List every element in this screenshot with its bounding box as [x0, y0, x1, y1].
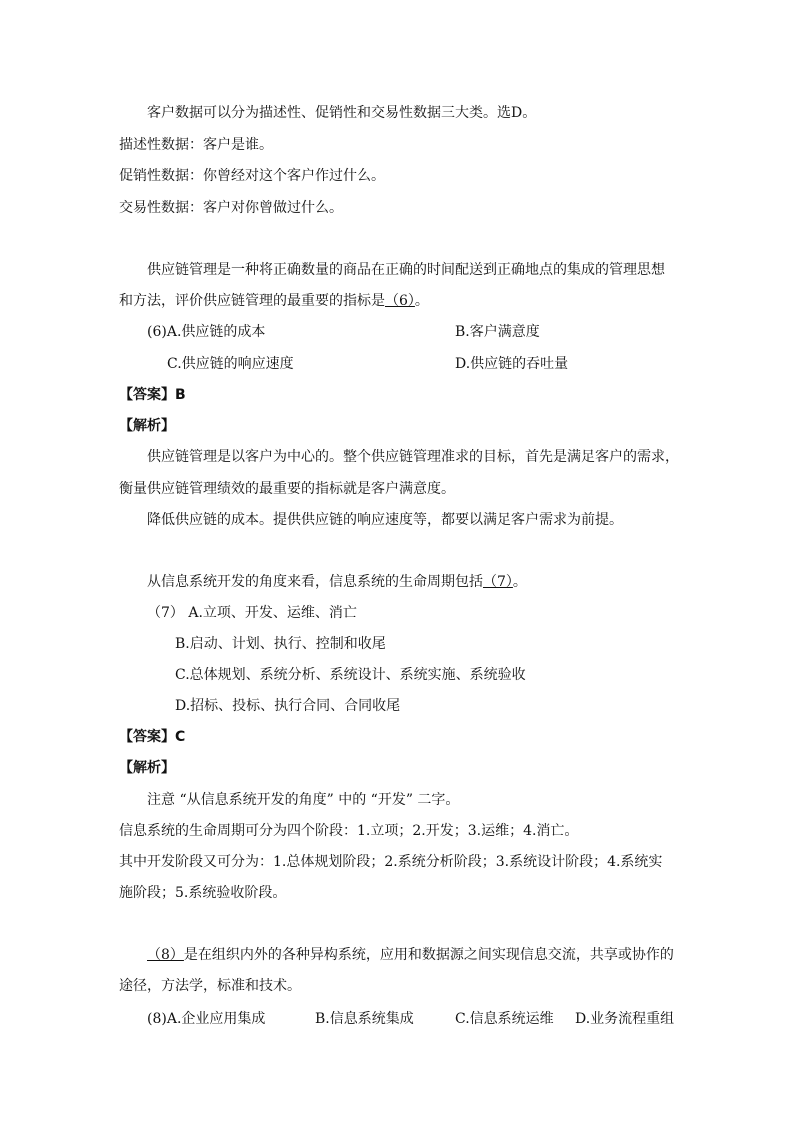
q7-analysis-line: 其中开发阶段又可分为：1.总体规划阶段；2.系统分析阶段；3.系统设计阶段；4.系统实: [119, 854, 663, 870]
q7-option-d: D.招标、投标、执行合同、合同收尾: [175, 698, 401, 714]
q6-analysis-label: 【解析】: [119, 418, 175, 434]
q6-option-d: D.供应链的吞吐量: [455, 356, 569, 372]
answer-label: 【答案】: [119, 387, 175, 403]
q7-stem-end: 。: [512, 574, 527, 590]
q8-option-c: C.信息系统运维: [455, 1011, 554, 1027]
q6-analysis-line: 供应链管理是以客户为中心的。整个供应链管理准求的目标，首先是满足客户的需求，: [147, 449, 679, 465]
q6-stem-text: 和方法，评价供应链管理的最重要的指标是: [119, 293, 385, 309]
q5-explanation-line: 客户数据可以分为描述性、促销性和交易性数据三大类。选D。: [147, 105, 537, 121]
q8-option-d: D.业务流程重组: [575, 1011, 675, 1027]
q5-explanation-line: 描述性数据：客户是谁。: [119, 137, 273, 153]
q6-analysis-line: 降低供应链的成本。提供供应链的响应速度等，都要以满足客户需求为前提。: [147, 512, 623, 528]
q5-explanation-line: 交易性数据：客户对你曾做过什么。: [119, 200, 343, 216]
q6-stem-end: 。: [414, 293, 429, 309]
q8-stem-line: 途径，方法学，标准和技术。: [119, 978, 301, 994]
q6-option-b: B.客户满意度: [455, 324, 540, 340]
answer-value: C: [175, 729, 186, 745]
q8-stem-line: [147, 945, 674, 965]
q6-blank: （6）: [385, 293, 415, 309]
q6-stem-line: [119, 291, 429, 311]
q7-option-c: C.总体规划、系统分析、系统设计、系统实施、系统验收: [175, 667, 526, 683]
q7-stem-line: [147, 572, 527, 592]
q7-analysis-line: 信息系统的生命周期可分为四个阶段：1.立项；2.开发；3.运维；4.消亡。: [119, 823, 579, 839]
q8-blank: （8）: [147, 947, 184, 963]
answer-label: 【答案】: [119, 729, 175, 745]
q7-option-a: （7） A.立项、开发、运维、消亡: [147, 605, 357, 621]
q7-option-b: B.启动、计划、执行、控制和收尾: [175, 636, 386, 652]
q7-stem-text: 从信息系统开发的角度来看，信息系统的生命周期包括: [147, 574, 483, 590]
answer-value: B: [175, 387, 186, 403]
q6-option-c: C.供应链的响应速度: [167, 356, 294, 372]
q8-stem-text: 是在组织内外的各种异构系统，应用和数据源之间实现信息交流，共享或协作的: [183, 947, 674, 963]
q6-analysis-line: 衡量供应链管理绩效的最重要的指标就是客户满意度。: [119, 481, 455, 497]
q5-explanation-line: 促销性数据：你曾经对这个客户作过什么。: [119, 168, 385, 184]
q6-answer: [119, 385, 186, 405]
q7-analysis-line: 施阶段；5.系统验收阶段。: [119, 885, 287, 901]
q7-answer: [119, 727, 185, 747]
q6-option-a: (6)A.供应链的成本: [147, 324, 266, 340]
q6-stem-line: 供应链管理是一种将正确数量的商品在正确的时间配送到正确地点的集成的管理思想: [147, 262, 665, 278]
q7-analysis-label: 【解析】: [119, 760, 175, 776]
q8-option-a: (8)A.企业应用集成: [147, 1011, 266, 1027]
q7-blank: （7）: [483, 574, 513, 590]
q7-analysis-line: 注意 “从信息系统开发的角度” 中的 “开发” 二字。: [147, 792, 460, 808]
q8-option-b: B.信息系统集成: [315, 1011, 414, 1027]
